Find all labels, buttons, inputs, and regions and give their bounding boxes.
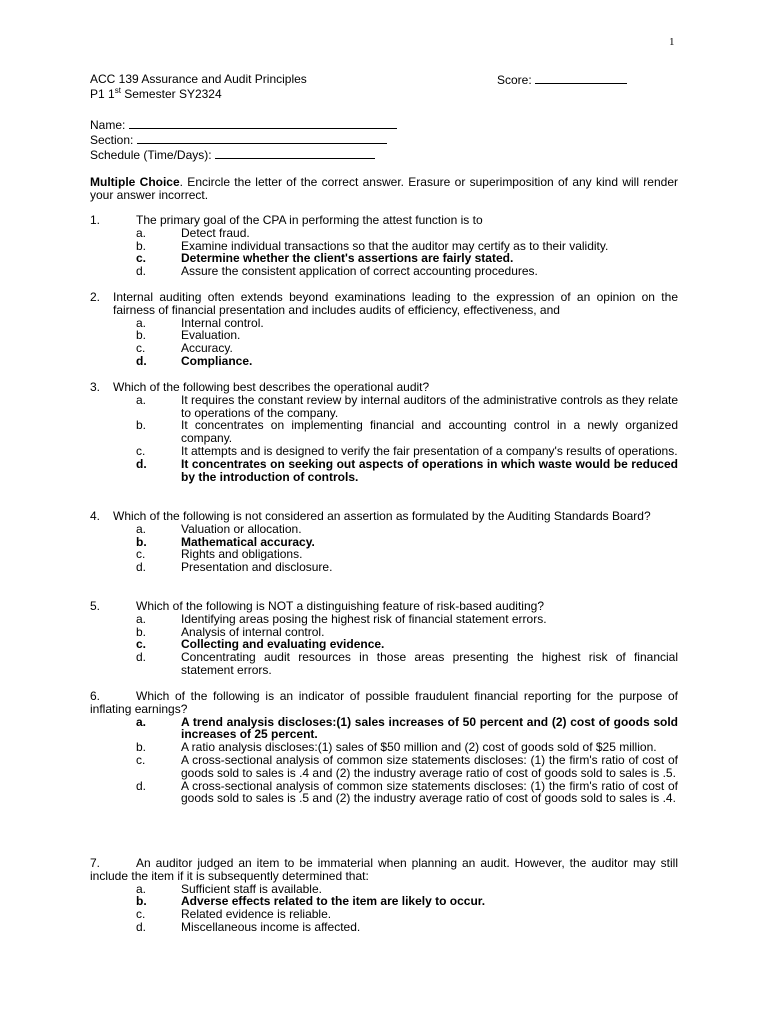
option-c[interactable] bbox=[90, 754, 678, 780]
option-d-answer[interactable] bbox=[90, 355, 678, 368]
schedule-field[interactable] bbox=[90, 148, 375, 162]
option-letter: c. bbox=[136, 547, 146, 562]
option-letter: d. bbox=[136, 456, 147, 471]
question-number: 5. bbox=[90, 599, 101, 613]
option-d[interactable] bbox=[90, 651, 678, 677]
option-letter: c. bbox=[136, 341, 146, 356]
term-sup: st bbox=[114, 86, 121, 95]
option-b[interactable] bbox=[90, 329, 678, 342]
option-a[interactable] bbox=[90, 613, 678, 626]
option-text: Adverse effects related to the item are likely to occur. bbox=[181, 894, 486, 909]
term-suffix: Semester SY2324 bbox=[120, 87, 222, 101]
option-letter: a. bbox=[136, 714, 147, 729]
option-letter: b. bbox=[136, 328, 147, 343]
question-number: 3. bbox=[90, 380, 101, 394]
option-b-answer[interactable] bbox=[90, 536, 678, 549]
option-a-answer[interactable] bbox=[90, 716, 678, 742]
option-letter: d. bbox=[136, 353, 147, 368]
option-text: Accuracy. bbox=[181, 341, 233, 356]
option-a[interactable] bbox=[90, 317, 678, 330]
option-text: Compliance. bbox=[181, 353, 253, 368]
term-prefix: P1 1 bbox=[90, 87, 115, 101]
question-4 bbox=[90, 510, 678, 574]
question-number: 6. bbox=[90, 689, 101, 703]
option-letter: b. bbox=[136, 624, 147, 639]
section-field[interactable] bbox=[90, 133, 387, 147]
option-letter: d. bbox=[136, 778, 147, 793]
option-letter: b. bbox=[136, 534, 147, 549]
name-label: Name: bbox=[90, 118, 126, 132]
option-letter: a. bbox=[136, 521, 147, 536]
option-letter: a. bbox=[136, 881, 147, 896]
option-text: Evaluation. bbox=[181, 328, 241, 343]
score-label: Score: bbox=[497, 73, 532, 87]
question-text: An auditor judged an item to be immaterial when planning an audit. However, the auditor may still include the item if it is subsequently determined that: bbox=[90, 856, 678, 883]
option-text: A cross-sectional analysis of common size statements discloses: (1) the firm's ratio of cost of goods sold to sales is .4 and (2) the industry average ratio of cost of goods sold to sales is .5. bbox=[181, 752, 678, 780]
question-5 bbox=[90, 600, 678, 677]
option-letter: c. bbox=[136, 637, 147, 652]
option-text: A trend analysis discloses:(1) sales increases of 50 percent and (2) cost of goods sold increases of 25 percent. bbox=[181, 714, 678, 742]
option-letter: d. bbox=[136, 264, 147, 279]
section-blank[interactable] bbox=[137, 133, 387, 144]
instructions-text: . Encircle the letter of the correct answer. Erasure or superimposition of any kind will render your answer incorrect. bbox=[90, 175, 678, 202]
page-number: 1 bbox=[669, 36, 675, 48]
option-text: Determine whether the client's assertions are fairly stated. bbox=[181, 251, 514, 266]
score-field[interactable] bbox=[497, 73, 627, 87]
option-letter: b. bbox=[136, 740, 147, 755]
question-text: Which of the following is an indicator of possible fraudulent financial reporting for the purpose of inflating earnings? bbox=[90, 689, 678, 716]
option-letter: c. bbox=[136, 907, 146, 922]
term-line bbox=[90, 88, 222, 101]
schedule-label: Schedule (Time/Days): bbox=[90, 148, 212, 162]
question-text: Internal auditing often extends beyond examinations leading to the expression of an opinion on the fairness of financial presentation and includes audits of efficiency, effectiveness, and bbox=[113, 290, 678, 317]
option-letter: a. bbox=[136, 611, 147, 626]
option-d[interactable] bbox=[90, 561, 678, 574]
instructions-heading: Multiple Choice bbox=[90, 175, 180, 189]
option-b-answer[interactable] bbox=[90, 895, 678, 908]
section-label: Section: bbox=[90, 133, 134, 147]
question-text: The primary goal of the CPA in performing the attest function is to bbox=[136, 213, 483, 227]
option-text: A ratio analysis discloses:(1) sales of $50 million and (2) cost of goods sold of $25 million. bbox=[181, 740, 657, 755]
option-text: Miscellaneous income is affected. bbox=[181, 919, 361, 934]
name-blank[interactable] bbox=[129, 118, 397, 129]
course-title: ACC 139 Assurance and Audit Principles bbox=[90, 72, 307, 86]
option-text: Rights and obligations. bbox=[181, 547, 303, 562]
schedule-blank[interactable] bbox=[215, 148, 375, 159]
question-number: 4. bbox=[90, 509, 101, 523]
option-text: Concentrating audit resources in those areas presenting the highest risk of financial statement errors. bbox=[181, 650, 678, 677]
option-text: Sufficient staff is available. bbox=[181, 881, 322, 896]
instructions bbox=[90, 176, 678, 202]
question-2 bbox=[90, 291, 678, 368]
option-letter: b. bbox=[136, 238, 147, 253]
question-text: Which of the following is NOT a distinguishing feature of risk-based auditing? bbox=[136, 599, 544, 613]
option-text: Presentation and disclosure. bbox=[181, 560, 333, 575]
question-text: Which of the following is not considered an assertion as formulated by the Auditing Standards Board? bbox=[113, 509, 651, 523]
option-letter: d. bbox=[136, 919, 147, 934]
option-text: Collecting and evaluating evidence. bbox=[181, 637, 385, 652]
option-d-answer[interactable] bbox=[90, 458, 678, 484]
option-letter: a. bbox=[136, 392, 147, 407]
option-letter: c. bbox=[136, 752, 146, 767]
option-text: Internal control. bbox=[181, 315, 264, 330]
option-text: Assure the consistent application of correct accounting procedures. bbox=[181, 264, 538, 279]
option-letter: b. bbox=[136, 894, 147, 909]
question-number: 2. bbox=[90, 290, 101, 304]
option-letter: c. bbox=[136, 251, 147, 266]
option-letter: b. bbox=[136, 418, 147, 433]
option-b[interactable] bbox=[90, 419, 678, 445]
option-letter: d. bbox=[136, 650, 147, 665]
question-number: 1. bbox=[90, 213, 101, 227]
question-7 bbox=[90, 857, 678, 934]
option-text: It concentrates on seeking out aspects of operations in which waste would be reduced by the introduction of controls. bbox=[181, 456, 678, 484]
option-text: Mathematical accuracy. bbox=[181, 534, 315, 549]
score-blank[interactable] bbox=[535, 73, 627, 84]
option-letter: d. bbox=[136, 560, 147, 575]
option-letter: a. bbox=[136, 315, 147, 330]
question-1 bbox=[90, 214, 678, 278]
option-text: It concentrates on implementing financial and accounting control in a newly organized company. bbox=[181, 418, 678, 446]
option-d[interactable] bbox=[90, 921, 678, 934]
option-text: It attempts and is designed to verify the fair presentation of a company's results of operations. bbox=[181, 443, 678, 458]
option-text: Valuation or allocation. bbox=[181, 521, 302, 536]
question-3 bbox=[90, 381, 678, 483]
question-text: Which of the following best describes the operational audit? bbox=[113, 380, 430, 394]
option-a[interactable] bbox=[90, 394, 678, 420]
option-c[interactable] bbox=[90, 342, 678, 355]
option-text: Examine individual transactions so that the auditor may certify as to their validity. bbox=[181, 238, 609, 253]
option-text: A cross-sectional analysis of common size statements discloses: (1) the firm's ratio of cost of goods sold to sales is .5 and (2) the industry average ratio of cost of goods sold to sales is .4. bbox=[181, 778, 678, 806]
option-text: Related evidence is reliable. bbox=[181, 907, 332, 922]
option-c[interactable] bbox=[90, 908, 678, 921]
option-letter: c. bbox=[136, 443, 146, 458]
name-field[interactable] bbox=[90, 118, 397, 132]
option-a[interactable] bbox=[90, 523, 678, 536]
option-text: It requires the constant review by internal auditors of the administrative controls as they relate to operations of the company. bbox=[181, 392, 678, 420]
option-d[interactable] bbox=[90, 780, 678, 806]
option-text: Detect fraud. bbox=[181, 225, 250, 240]
option-text: Analysis of internal control. bbox=[181, 624, 325, 639]
option-d[interactable] bbox=[90, 265, 678, 278]
question-6 bbox=[90, 690, 678, 805]
question-number: 7. bbox=[90, 856, 101, 870]
option-text: Identifying areas posing the highest risk of financial statement errors. bbox=[181, 611, 547, 626]
option-c[interactable] bbox=[90, 548, 678, 561]
option-letter: a. bbox=[136, 225, 147, 240]
